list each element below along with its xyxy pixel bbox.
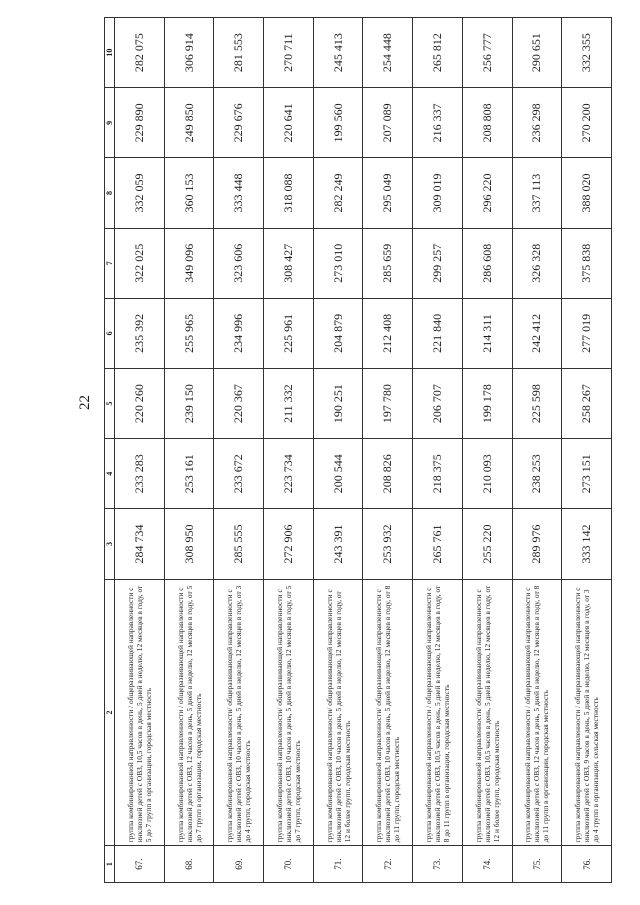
value-cell: 349 096 bbox=[164, 228, 214, 298]
value-cell: 236 298 bbox=[512, 88, 562, 158]
value-cell: 206 707 bbox=[413, 369, 463, 439]
group-description: группа комбинированной направленности / общеразвивающей направленности с инклюзией детей с ОВЗ, 10,5 часов в день, 5 дней в неделю, 12 месяцев в году, от 5 до 7 групп в организации, городская местность bbox=[115, 579, 165, 846]
value-cell: 270 711 bbox=[264, 18, 314, 88]
header-cell: 4 bbox=[105, 439, 115, 509]
value-cell: 333 448 bbox=[214, 158, 264, 228]
value-cell: 337 113 bbox=[512, 158, 562, 228]
value-cell: 273 151 bbox=[562, 439, 612, 509]
value-cell: 333 142 bbox=[562, 509, 612, 579]
value-cell: 208 808 bbox=[462, 88, 512, 158]
header-cell: 3 bbox=[105, 509, 115, 579]
row-number: 69. bbox=[214, 846, 264, 883]
group-description: группа комбинированной направленности / общеразвивающей направленности с инклюзией детей с ОВЗ, 12 часов в день, 5 дней в неделю, 12 месяцев в году, от 5 до 7 групп в организации, городская местность bbox=[164, 579, 214, 846]
value-cell: 270 200 bbox=[562, 88, 612, 158]
header-cell: 5 bbox=[105, 369, 115, 439]
value-cell: 242 412 bbox=[512, 298, 562, 368]
value-cell: 234 996 bbox=[214, 298, 264, 368]
value-cell: 221 840 bbox=[413, 298, 463, 368]
value-cell: 233 672 bbox=[214, 439, 264, 509]
value-cell: 295 049 bbox=[363, 158, 413, 228]
value-cell: 207 089 bbox=[363, 88, 413, 158]
value-cell: 253 932 bbox=[363, 509, 413, 579]
table-row bbox=[115, 18, 165, 883]
table-row bbox=[512, 18, 562, 883]
value-cell: 229 890 bbox=[115, 88, 165, 158]
row-number: 73. bbox=[413, 846, 463, 883]
value-cell: 284 734 bbox=[115, 509, 165, 579]
row-number: 67. bbox=[115, 846, 165, 883]
value-cell: 265 761 bbox=[413, 509, 463, 579]
value-cell: 318 088 bbox=[264, 158, 314, 228]
value-cell: 200 544 bbox=[313, 439, 363, 509]
value-cell: 322 025 bbox=[115, 228, 165, 298]
value-cell: 223 734 bbox=[264, 439, 314, 509]
table-row bbox=[363, 18, 413, 883]
cost-table-container bbox=[104, 17, 612, 883]
table-header-row bbox=[105, 18, 115, 883]
value-cell: 245 413 bbox=[313, 18, 363, 88]
value-cell: 323 606 bbox=[214, 228, 264, 298]
header-cell: 1 bbox=[105, 846, 115, 883]
value-cell: 254 448 bbox=[363, 18, 413, 88]
value-cell: 309 019 bbox=[413, 158, 463, 228]
value-cell: 220 641 bbox=[264, 88, 314, 158]
value-cell: 299 257 bbox=[413, 228, 463, 298]
value-cell: 190 251 bbox=[313, 369, 363, 439]
table-row bbox=[462, 18, 512, 883]
group-description: группа комбинированной направленности / общеразвивающей направленности с инклюзией детей с ОВЗ, 12 часов в день, 5 дней в неделю, 12 месяцев в году, от 8 до 11 групп в организации, городская местность bbox=[512, 579, 562, 846]
row-number: 75. bbox=[512, 846, 562, 883]
header-cell: 9 bbox=[105, 88, 115, 158]
value-cell: 306 914 bbox=[164, 18, 214, 88]
table-row bbox=[164, 18, 214, 883]
value-cell: 258 267 bbox=[562, 369, 612, 439]
value-cell: 290 651 bbox=[512, 18, 562, 88]
value-cell: 256 777 bbox=[462, 18, 512, 88]
table-row bbox=[562, 18, 612, 883]
value-cell: 199 560 bbox=[313, 88, 363, 158]
value-cell: 289 976 bbox=[512, 509, 562, 579]
table-row bbox=[413, 18, 463, 883]
value-cell: 199 178 bbox=[462, 369, 512, 439]
value-cell: 273 010 bbox=[313, 228, 363, 298]
value-cell: 214 311 bbox=[462, 298, 512, 368]
value-cell: 218 375 bbox=[413, 439, 463, 509]
value-cell: 255 220 bbox=[462, 509, 512, 579]
value-cell: 211 332 bbox=[264, 369, 314, 439]
value-cell: 326 328 bbox=[512, 228, 562, 298]
value-cell: 332 355 bbox=[562, 18, 612, 88]
page-number: 22 bbox=[77, 395, 93, 410]
value-cell: 243 391 bbox=[313, 509, 363, 579]
header-cell: 7 bbox=[105, 228, 115, 298]
value-cell: 233 283 bbox=[115, 439, 165, 509]
value-cell: 253 161 bbox=[164, 439, 214, 509]
table-row bbox=[313, 18, 363, 883]
value-cell: 255 965 bbox=[164, 298, 214, 368]
value-cell: 388 020 bbox=[562, 158, 612, 228]
value-cell: 282 075 bbox=[115, 18, 165, 88]
value-cell: 272 906 bbox=[264, 509, 314, 579]
value-cell: 281 553 bbox=[214, 18, 264, 88]
value-cell: 375 838 bbox=[562, 228, 612, 298]
header-cell: 2 bbox=[105, 579, 115, 846]
group-description: группа комбинированной направленности/ общеразвивающей направленности с инклюзией детей с ОВЗ, 10 часов в день, 5 дней в неделю, 12 месяцев в году, от 8 до 11 групп, городская местность bbox=[363, 579, 413, 846]
row-number: 74. bbox=[462, 846, 512, 883]
row-number: 70. bbox=[264, 846, 314, 883]
value-cell: 282 249 bbox=[313, 158, 363, 228]
value-cell: 216 337 bbox=[413, 88, 463, 158]
header-cell: 6 bbox=[105, 298, 115, 368]
cost-table bbox=[104, 17, 612, 883]
value-cell: 296 220 bbox=[462, 158, 512, 228]
value-cell: 225 598 bbox=[512, 369, 562, 439]
group-description: группа комбинированной направленности / общеразвивающей направленности с инклюзией детей с ОВЗ, 9 часов в день, 5 дней в неделю, 12 месяцев в году, от 3 до 4 групп в организации, сельская местность bbox=[562, 579, 612, 846]
value-cell: 238 253 bbox=[512, 439, 562, 509]
row-number: 68. bbox=[164, 846, 214, 883]
group-description: группа комбинированной направленности/ общеразвивающей направленности с инклюзией детей с ОВЗ, 10 часов в день, 5 дней в неделю, 12 месяцев в году, от 5 до 7 групп, городская местность bbox=[264, 579, 314, 846]
value-cell: 210 093 bbox=[462, 439, 512, 509]
value-cell: 285 555 bbox=[214, 509, 264, 579]
header-cell: 10 bbox=[105, 18, 115, 88]
value-cell: 360 153 bbox=[164, 158, 214, 228]
value-cell: 285 659 bbox=[363, 228, 413, 298]
value-cell: 212 408 bbox=[363, 298, 413, 368]
value-cell: 265 812 bbox=[413, 18, 463, 88]
value-cell: 197 780 bbox=[363, 369, 413, 439]
value-cell: 220 367 bbox=[214, 369, 264, 439]
value-cell: 235 392 bbox=[115, 298, 165, 368]
value-cell: 204 879 bbox=[313, 298, 363, 368]
table-row bbox=[214, 18, 264, 883]
table-row bbox=[264, 18, 314, 883]
group-description: группа комбинированной направленности/ общеразвивающей направленности с инклюзией детей с ОВЗ, 10 часов в день, 5 дней в неделю, 12 месяцев в году, от 3 до 4 групп, городская местность bbox=[214, 579, 264, 846]
value-cell: 249 850 bbox=[164, 88, 214, 158]
value-cell: 229 676 bbox=[214, 88, 264, 158]
value-cell: 308 950 bbox=[164, 509, 214, 579]
row-number: 76. bbox=[562, 846, 612, 883]
value-cell: 239 150 bbox=[164, 369, 214, 439]
value-cell: 286 608 bbox=[462, 228, 512, 298]
value-cell: 208 826 bbox=[363, 439, 413, 509]
group-description: группа комбинированной направленности/ общеразвивающей направленности с инклюзией детей с ОВЗ, 10,5 часов в день, 5 дней в неделю, 12 месяцев в году, от 12 и более групп, городская местность bbox=[462, 579, 512, 846]
row-number: 71. bbox=[313, 846, 363, 883]
group-description: группа комбинированной направленности/ общеразвивающей направленности с инклюзией детей с ОВЗ, 10 часов в день, 5 дней в неделю, 12 месяцев в году, от 12 и более групп, городская местность bbox=[313, 579, 363, 846]
value-cell: 332 059 bbox=[115, 158, 165, 228]
header-cell: 8 bbox=[105, 158, 115, 228]
value-cell: 220 260 bbox=[115, 369, 165, 439]
value-cell: 277 019 bbox=[562, 298, 612, 368]
row-number: 72. bbox=[363, 846, 413, 883]
group-description: группа комбинированной направленности / общеразвивающей направленности с инклюзией детей с ОВЗ, 10,5 часов в день, 5 дней в неделю, 12 месяцев в году, от 8 до 11 групп в организации, городская местность bbox=[413, 579, 463, 846]
value-cell: 308 427 bbox=[264, 228, 314, 298]
value-cell: 225 961 bbox=[264, 298, 314, 368]
